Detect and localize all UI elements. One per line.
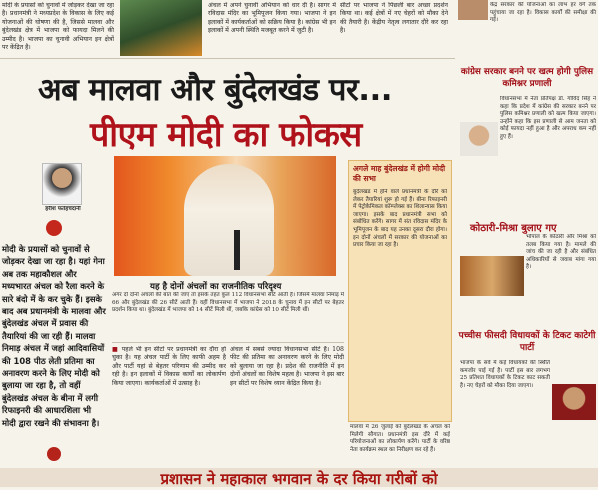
top-right-column: सीटों पर भाजपा ने पिछली बार अच्छा प्रदर्शन किया था। कई क्षेत्रों में नए चेहरों को मौका देने की तैयारी है। केंद्रीय नेतृत्व लगातार दौरे कर रहा है। — [340, 2, 448, 35]
right-photo-1 — [460, 122, 498, 156]
body-text-1: पहले भी इन सीटों पर प्रधानमंत्री का दौरा हो चुका है। यह अंचल पार्टी के लिए काफी अहम है और पार्टी यहां से बेहतर परिणाम की उम्मीद कर रही है। इन इलाकों में विकास कार्यों का लोकार्पण किया जाएगा। कार्यकर्ताओं में उत्साह है। — [112, 346, 226, 387]
byline: हरीश फतेहचंदानी — [45, 206, 81, 212]
headline-line-1: अब मालवा और बुंदेलखंड पर... — [38, 72, 393, 108]
right-top-text: केंद्र सरकार की योजनाओं का लाभ हर वर्ग तक पहुंचाया जा रहा है। विकास कार्यों की समीक्षा की गई। — [490, 2, 596, 24]
red-ornament-icon — [46, 220, 62, 236]
top-middle-column: अंचल में अपने चुनावी अभियान को धार दी है। सागर में रविदास मंदिर का भूमिपूजन किया गया। भाजपा ने इन इलाकों में कार्यकर्ताओं को सक्रिय किया है। कांग्रेस भी इन इलाकों में अपनी स्थिति मजबूत करने में जुटी है। — [208, 2, 336, 35]
box-title: अगले माह बुंदेलखंड में होगी मोदी की सभा — [353, 164, 446, 183]
body-column-2: अंचल में सबसे ज्यादा विधानसभा सीटें हैं। 108 फीट की प्रतिमा का अनावरण करने के लिए मोदी को बुलाया जा रहा है। प्रदेश की राजनीति में इन दोनों अंचलों का विशेष महत्व है। भाजपा ने इस बार इन सीटों पर विशेष ध्यान केंद्रित किया है। — [230, 346, 344, 387]
right-photo-3 — [552, 384, 596, 420]
figure-silhouette — [184, 164, 274, 276]
byline-photo — [42, 163, 82, 205]
box-text: बुंदेलखंड में होने वाले प्रधानमंत्री के दौरे को लेकर तैयारियां शुरू हो गई हैं। बीना रिफाइनरी में पेट्रोकेमिकल कॉम्प्लेक्स का शिलान्यास किया जाएगा। इसके बाद प्रधानमंत्री सभा को संबोधित करेंगे। सागर में संत रविदास मंदिर के भूमिपूजन के बाद यह उनका दूसरा दौरा होगा। इन दोनों अंचलों में सरकार की योजनाओं का प्रचार किया जा रहा है। — [353, 189, 447, 249]
pull-quote: मोदी के प्रयासों को चुनावों से जोड़कर देखा जा रहा है। यहां गेना अब तक महाकौशल और मध्यभारत अंचल को रैला करने के सारे बंदो में के कर चुके हैं। इसके बाद अब प्रधानमंत्री के मालवा और बुंदेलखंड अंचल में प्रवास की तैयारियां की जा रही हैं। मालवा निमाड़ अंचल में जहां आदिवासियों की 108 पीठ लेती प्रतिमा का अनावरण करने के लिए मोदी को बुलाया जा रहा है, तो वहीं बुंदेलखंड अंचल के बीना में लगी रिफाइनरी की आधारशिला भी मोदी द्वारा रखने की संभावना है। — [2, 244, 106, 428]
divider — [112, 342, 344, 343]
right-headline-3: पच्चीस फीसदी विधायकों के टिकट काटेगी पार्टी — [458, 331, 596, 353]
right-text-1: विधानसभा में नेता प्रतिपक्ष डॉ. गोविंद सिंह ने कहा कि प्रदेश में कांग्रेस की सरकार बनने पर पुलिस कमिश्नर प्रणाली को खत्म किया जाएगा। उन्होंने कहा कि इस प्रणाली से आम जनता को कोई फायदा नहीं हुआ है और अपराध कम नहीं हुए हैं। — [500, 96, 596, 140]
microphone-icon — [234, 230, 240, 270]
right-text-2: भोपाल के कोठारी और मिश्रा को तलब किया गया है। मामले की जांच की जा रही है और संबंधित अधिकारियों से जवाब मांगा गया है। — [526, 234, 596, 271]
sidebar-box — [348, 160, 452, 422]
top-left-column: मोदी के प्रयासों को चुनावों में जोड़कर देखा जा रहा है। प्रधानमंत्री ने मध्यप्रदेश के विकास के लिए कई योजनाओं की घोषणा की है, जिससे मालवा और बुंदेलखंड क्षेत्र में भाजपा को फायदा मिलने की उम्मीद है। भाजपा का चुनावी अभियान इन क्षेत्रों पर केंद्रित है। — [2, 2, 114, 52]
quote-mark-icon — [47, 447, 61, 461]
right-top-photo — [458, 0, 488, 20]
right-photo-2 — [460, 256, 524, 296]
divider — [0, 58, 455, 59]
right-text-3: भाजपा के सर्वे में कई विधायकों की स्थिति कमजोर पाई गई है। पार्टी इस बार लगभग 25 प्रतिशत विधायकों के टिकट काट सकती है। नए चेहरों को मौका दिया जाएगा। — [460, 360, 550, 389]
right-headline-2: कोठारी-मिश्रा बुलाए गए — [470, 223, 557, 234]
bullet-icon: ■ — [112, 346, 122, 353]
photo-caption: यह है दोनों अंचलों का राजनीतिक परिदृश्य — [150, 282, 282, 292]
caption-body: अगर दो दोनों अंचलों की बात की जाए तो इसके तहत कुल 112 विधानसभा सीटें आती हैं। जिसमें मालवा निमाड़ में 66 और बुंदेलखंड की 26 सीटें आती हैं। वहीं विधानसभा में भाजपा ने 2018 के चुनाव में इन सीटों पर बेहतर प्रदर्शन किया था। बुंदेलखंड में भाजपा को 14 सीटें मिली थीं, जबकि कांग्रेस को 10 सीटें मिली थीं। — [112, 292, 344, 314]
pm-photo — [114, 156, 336, 276]
body-column-1 — [112, 346, 226, 466]
right-headline-1: कांग्रेस सरकार बनने पर खत्म होगी पुलिस कमिश्नर प्रणाली — [460, 67, 594, 89]
headline-line-2: पीएम मोदी का फोकस — [90, 115, 362, 155]
bottom-banner: प्रशासन ने महाकाल भगवान के दर किया गरीबों को — [0, 468, 598, 487]
top-photo-left — [120, 0, 202, 56]
box-bottom-text: मालवा में 26 जुलाई को बुंदेलखंड के अंचल को मिलेगी सौगात। प्रधानमंत्री इस दौरे में कई परियोजनाओं का लोकार्पण करेंगे। पार्टी के वरिष्ठ नेता कार्यक्रम स्थल का निरीक्षण कर रहे हैं। — [350, 424, 450, 453]
